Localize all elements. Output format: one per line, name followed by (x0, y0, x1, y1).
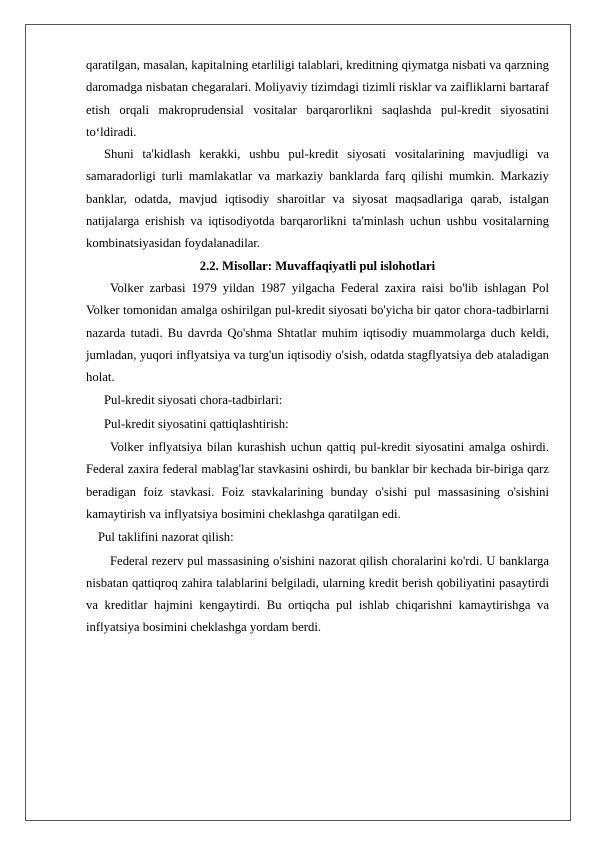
subheading-tightening: Pul-kredit siyosatini qattiqlashtirish: (104, 416, 289, 431)
subheading-money-supply: Pul taklifini nazorat qilish: (98, 530, 234, 545)
subheading-measures: Pul-kredit siyosati chora-tadbirlari: (104, 393, 283, 408)
paragraph-1: qaratilgan, masalan, kapitalning etarliligi talablari, kreditning qiymatga nisbati va qarzning daromadga nisbatan chegaralari. Moliyaviy tizimdagi tizimli risklar va zaifliklarni bartaraf etish orqali makroprudensial vositalar barqarorlikni saqlashda pul-kredit siyosatini to‘ldiradi. (86, 58, 549, 139)
paragraph-2: Shuni ta'kidlash kerakki, ushbu pul-kredit siyosati vositalarining mavjudligi va samaradorligi turli mamlakatlar va markaziy banklarda farq qilishi mumkin. Markaziy banklar, odatda, mavjud iqtisodiy sharoitlar va siyosat maqsadlariga qarab, istalgan natijalarga erishish va iqtisodiyotda barqarorlikni ta'minlash uchun ushbu vositalarning kombinatsiyasidan foydalanadilar. (86, 147, 549, 251)
paragraph-4: Volker inflyatsiya bilan kurashish uchun qattiq pul-kredit siyosatini amalga oshirdi. Federal zaxira federal mablag'lar stavkasini oshirdi, bu banklar bir kechada bir-biriga qarz beradigan foiz stavkasi. Foiz stavkalarining bunday o'sishi pul massasining o'sishini kamaytirish va inflyatsiya bosimini cheklashga qaratilgan edi. (86, 440, 549, 521)
paragraph-5: Federal rezerv pul massasining o'sishini nazorat qilish choralarini ko'rdi. U banklarga nisbatan qattiqroq zahira talablarini belgiladi, ularning kredit berish qobiliyatini pasaytirdi va kreditlar hajmini kengaytirdi. Bu ortiqcha pul ishlab chiqarishni kamaytirishga va inflyatsiya bosimini cheklashga yordam berdi. (86, 553, 549, 635)
document-body (86, 54, 549, 639)
paragraph-3: Volker zarbasi 1979 yildan 1987 yilgacha Federal zaxira raisi bo'lib ishlagan Pol Volker tomonidan amalga oshirilgan pul-kredit siyosati bo'yicha bir qator chora-tadbirlarni nazarda tutadi. Bu davrda Qo'shma Shtatlar muhim iqtisodiy muammolarga duch keldi, jumladan, yuqori inflyatsiya va turg'un iqtisodiy o'sish, odatda stagflyatsiya deb ataladigan holat. (86, 280, 549, 385)
section-heading: 2.2. Misollar: Muvaffaqiyatli pul islohotlari (199, 258, 436, 273)
